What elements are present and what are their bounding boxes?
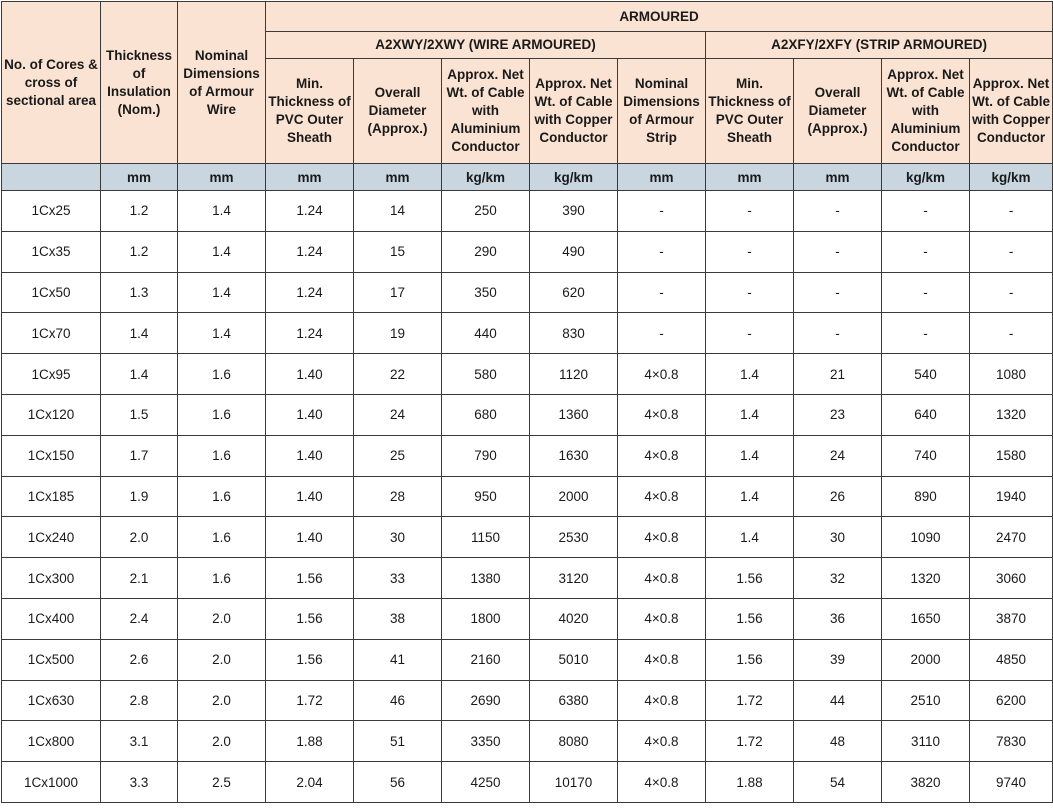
table-row	[2, 639, 1053, 680]
table-row	[2, 435, 1053, 476]
table-cell: 3870	[970, 598, 1053, 639]
table-cell: 1.72	[706, 721, 794, 762]
table-cell: -	[794, 231, 882, 272]
table-cell: 1630	[530, 435, 618, 476]
table-cell: 22	[354, 354, 442, 395]
table-cell: 1.6	[178, 558, 266, 599]
table-cell: 1.72	[706, 680, 794, 721]
table-cell: 1.4	[706, 435, 794, 476]
table-cell: -	[882, 272, 970, 313]
header-strip-group: A2XFY/2XFY (STRIP ARMOURED)	[706, 32, 1053, 59]
table-cell: 1.40	[266, 435, 354, 476]
table-cell: 1320	[882, 558, 970, 599]
table-cell: 1.40	[266, 517, 354, 558]
header-strip-diameter: Overall Diameter (Approx.)	[794, 59, 882, 164]
table-cell: 290	[442, 231, 530, 272]
table-cell: 1.24	[266, 313, 354, 354]
table-cell: 17	[354, 272, 442, 313]
table-cell: 1.88	[266, 721, 354, 762]
table-cell: 3820	[882, 762, 970, 803]
table-cell: 540	[882, 354, 970, 395]
table-cell: 1Cx50	[2, 272, 101, 313]
table-cell: -	[794, 313, 882, 354]
table-cell: 51	[354, 721, 442, 762]
header-strip-wt-cu: Approx. Net Wt. of Cable with Copper Conductor	[970, 59, 1053, 164]
table-cell: 46	[354, 680, 442, 721]
table-cell: 3110	[882, 721, 970, 762]
table-cell: 440	[442, 313, 530, 354]
table-cell: 1.6	[178, 354, 266, 395]
header-wire-armour-strip: Nominal Dimensions of Armour Strip	[618, 59, 706, 164]
table-cell: 1.7	[101, 435, 178, 476]
table-cell: 1080	[970, 354, 1053, 395]
header-cores: No. of Cores & cross of sectional area	[2, 2, 101, 164]
table-cell: 1120	[530, 354, 618, 395]
table-cell: 1.4	[178, 191, 266, 232]
table-cell: 10170	[530, 762, 618, 803]
table-cell: 23	[794, 394, 882, 435]
table-cell: 4020	[530, 598, 618, 639]
header-armour-wire: Nominal Dimensions of Armour Wire	[178, 2, 266, 164]
table-cell: 1.4	[101, 354, 178, 395]
header-insulation: Thickness of Insulation (Nom.)	[101, 2, 178, 164]
table-cell: 1Cx500	[2, 639, 101, 680]
table-cell: -	[794, 272, 882, 313]
table-cell: 390	[530, 191, 618, 232]
table-cell: 2.8	[101, 680, 178, 721]
table-cell: 2160	[442, 639, 530, 680]
table-cell: 1Cx70	[2, 313, 101, 354]
table-row	[2, 721, 1053, 762]
table-cell: 25	[354, 435, 442, 476]
table-cell: 1320	[970, 394, 1053, 435]
table-cell: -	[618, 272, 706, 313]
table-cell: 1580	[970, 435, 1053, 476]
unit-cell: kg/km	[442, 164, 530, 191]
table-cell: 950	[442, 476, 530, 517]
table-cell: 4×0.8	[618, 517, 706, 558]
table-cell: 32	[794, 558, 882, 599]
table-cell: 2000	[882, 639, 970, 680]
table-row	[2, 558, 1053, 599]
table-cell: 39	[794, 639, 882, 680]
table-cell: -	[706, 231, 794, 272]
table-cell: 250	[442, 191, 530, 232]
table-cell: 5010	[530, 639, 618, 680]
table-cell: 350	[442, 272, 530, 313]
table-cell: 4250	[442, 762, 530, 803]
units-row	[2, 164, 1053, 191]
table-cell: 1Cx1000	[2, 762, 101, 803]
table-cell: 3060	[970, 558, 1053, 599]
table-cell: 2.0	[178, 721, 266, 762]
table-cell: 3.1	[101, 721, 178, 762]
table-cell: 2.6	[101, 639, 178, 680]
table-cell: -	[882, 231, 970, 272]
table-cell: 1.56	[266, 558, 354, 599]
table-cell: 2510	[882, 680, 970, 721]
table-cell: 1.4	[178, 313, 266, 354]
table-cell: 680	[442, 394, 530, 435]
unit-cell: mm	[178, 164, 266, 191]
table-cell: 1.6	[178, 517, 266, 558]
table-cell: 56	[354, 762, 442, 803]
table-cell: 1090	[882, 517, 970, 558]
table-cell: 1.4	[706, 476, 794, 517]
table-cell: 790	[442, 435, 530, 476]
header-wire-group: A2XWY/2XWY (WIRE ARMOURED)	[266, 32, 706, 59]
table-cell: 1.6	[178, 394, 266, 435]
table-cell: 1.56	[266, 598, 354, 639]
table-cell: 36	[794, 598, 882, 639]
table-cell: 1Cx240	[2, 517, 101, 558]
table-row	[2, 191, 1053, 232]
table-cell: 1800	[442, 598, 530, 639]
table-cell: 1Cx25	[2, 191, 101, 232]
table-cell: -	[618, 313, 706, 354]
table-cell: -	[970, 231, 1053, 272]
table-cell: 620	[530, 272, 618, 313]
table-cell: 1Cx150	[2, 435, 101, 476]
table-cell: 740	[882, 435, 970, 476]
table-cell: 4×0.8	[618, 394, 706, 435]
table-cell: 1Cx35	[2, 231, 101, 272]
unit-cell: mm	[101, 164, 178, 191]
table-cell: 1.72	[266, 680, 354, 721]
header-armoured: ARMOURED	[266, 2, 1053, 32]
table-cell: 2.0	[101, 517, 178, 558]
table-cell: 890	[882, 476, 970, 517]
table-row	[2, 354, 1053, 395]
table-cell: 48	[794, 721, 882, 762]
table-cell: 6380	[530, 680, 618, 721]
table-cell: 580	[442, 354, 530, 395]
table-cell: 1.4	[706, 354, 794, 395]
table-cell: 2000	[530, 476, 618, 517]
unit-cell: mm	[266, 164, 354, 191]
table-cell: -	[970, 191, 1053, 232]
table-cell: -	[794, 191, 882, 232]
table-cell: 1360	[530, 394, 618, 435]
table-cell: 640	[882, 394, 970, 435]
table-cell: 1Cx630	[2, 680, 101, 721]
unit-cell: mm	[706, 164, 794, 191]
table-cell: 2690	[442, 680, 530, 721]
table-cell: 1.4	[101, 313, 178, 354]
table-cell: 1.2	[101, 191, 178, 232]
table-cell: 33	[354, 558, 442, 599]
table-cell: 1940	[970, 476, 1053, 517]
table-cell: 4×0.8	[618, 680, 706, 721]
table-cell: 38	[354, 598, 442, 639]
table-cell: -	[706, 313, 794, 354]
table-cell: -	[706, 191, 794, 232]
table-cell: 2.04	[266, 762, 354, 803]
table-cell: 2530	[530, 517, 618, 558]
table-cell: 1.24	[266, 231, 354, 272]
header-strip-wt-al: Approx. Net Wt. of Cable with Aluminium Conductor	[882, 59, 970, 164]
table-cell: 1.4	[178, 272, 266, 313]
table-cell: 1.56	[706, 598, 794, 639]
table-cell: 6200	[970, 680, 1053, 721]
table-cell: 1.88	[706, 762, 794, 803]
unit-cell: mm	[794, 164, 882, 191]
table-cell: 1Cx400	[2, 598, 101, 639]
table-cell: 2.4	[101, 598, 178, 639]
unit-cell: mm	[354, 164, 442, 191]
table-cell: 1.4	[706, 517, 794, 558]
table-cell: 1.40	[266, 354, 354, 395]
table-cell: 2.1	[101, 558, 178, 599]
table-cell: 54	[794, 762, 882, 803]
table-cell: 4×0.8	[618, 435, 706, 476]
header-wire-diameter: Overall Diameter (Approx.)	[354, 59, 442, 164]
table-cell: 1.2	[101, 231, 178, 272]
table-cell: 1.56	[706, 639, 794, 680]
table-cell: 1.56	[266, 639, 354, 680]
table-cell: 1.6	[178, 435, 266, 476]
table-cell: 1.5	[101, 394, 178, 435]
table-row	[2, 231, 1053, 272]
table-cell: 1Cx185	[2, 476, 101, 517]
table-cell: 28	[354, 476, 442, 517]
table-cell: 1.9	[101, 476, 178, 517]
table-cell: 1.4	[706, 394, 794, 435]
table-cell: 19	[354, 313, 442, 354]
unit-cell	[2, 164, 101, 191]
table-cell: 1.56	[706, 558, 794, 599]
table-cell: 1.40	[266, 394, 354, 435]
table-cell: 21	[794, 354, 882, 395]
table-row	[2, 598, 1053, 639]
table-cell: 4×0.8	[618, 476, 706, 517]
header-strip-sheath: Min. Thickness of PVC Outer Sheath	[706, 59, 794, 164]
table-cell: 1150	[442, 517, 530, 558]
table-cell: 30	[354, 517, 442, 558]
table-cell: 8080	[530, 721, 618, 762]
table-body	[2, 164, 1053, 803]
table-cell: 1.24	[266, 272, 354, 313]
unit-cell: kg/km	[882, 164, 970, 191]
table-cell: -	[970, 313, 1053, 354]
table-cell: 4×0.8	[618, 354, 706, 395]
table-cell: 4×0.8	[618, 558, 706, 599]
table-header	[2, 2, 1053, 164]
table-cell: 41	[354, 639, 442, 680]
table-cell: -	[882, 313, 970, 354]
table-cell: 1.24	[266, 191, 354, 232]
table-row	[2, 394, 1053, 435]
unit-cell: kg/km	[530, 164, 618, 191]
table-cell: 1650	[882, 598, 970, 639]
table-cell: 1Cx120	[2, 394, 101, 435]
table-cell: 1.4	[178, 231, 266, 272]
table-row	[2, 272, 1053, 313]
table-cell: 2.0	[178, 639, 266, 680]
table-cell: 4×0.8	[618, 598, 706, 639]
table-cell: 2.5	[178, 762, 266, 803]
table-cell: 9740	[970, 762, 1053, 803]
table-cell: 24	[354, 394, 442, 435]
table-cell: 4×0.8	[618, 639, 706, 680]
header-wire-wt-cu: Approx. Net Wt. of Cable with Copper Conductor	[530, 59, 618, 164]
table-cell: 2.0	[178, 680, 266, 721]
table-cell: 3.3	[101, 762, 178, 803]
table-cell: 24	[794, 435, 882, 476]
table-row	[2, 762, 1053, 803]
table-cell: -	[618, 191, 706, 232]
table-cell: 7830	[970, 721, 1053, 762]
table-cell: 2470	[970, 517, 1053, 558]
table-cell: 4×0.8	[618, 721, 706, 762]
table-cell: 26	[794, 476, 882, 517]
table-cell: 830	[530, 313, 618, 354]
table-cell: 14	[354, 191, 442, 232]
table-cell: 1.40	[266, 476, 354, 517]
table-cell: 3120	[530, 558, 618, 599]
table-cell: 1.6	[178, 476, 266, 517]
table-row	[2, 680, 1053, 721]
unit-cell: mm	[618, 164, 706, 191]
table-cell: 490	[530, 231, 618, 272]
table-cell: 1Cx95	[2, 354, 101, 395]
cable-spec-table	[1, 1, 1053, 803]
table-cell: 3350	[442, 721, 530, 762]
table-cell: 1.3	[101, 272, 178, 313]
table-cell: 15	[354, 231, 442, 272]
table-cell: 44	[794, 680, 882, 721]
table-cell: 2.0	[178, 598, 266, 639]
table-cell: -	[706, 272, 794, 313]
table-cell: 1Cx800	[2, 721, 101, 762]
table-row	[2, 313, 1053, 354]
header-wire-sheath: Min. Thickness of PVC Outer Sheath	[266, 59, 354, 164]
table-cell: -	[618, 231, 706, 272]
table-cell: 1Cx300	[2, 558, 101, 599]
unit-cell: kg/km	[970, 164, 1053, 191]
table-row	[2, 476, 1053, 517]
table-cell: 4850	[970, 639, 1053, 680]
table-cell: -	[970, 272, 1053, 313]
table-cell: 1380	[442, 558, 530, 599]
table-row	[2, 517, 1053, 558]
table-cell: -	[882, 191, 970, 232]
header-wire-wt-al: Approx. Net Wt. of Cable with Aluminium Conductor	[442, 59, 530, 164]
table-cell: 30	[794, 517, 882, 558]
table-cell: 4×0.8	[618, 762, 706, 803]
